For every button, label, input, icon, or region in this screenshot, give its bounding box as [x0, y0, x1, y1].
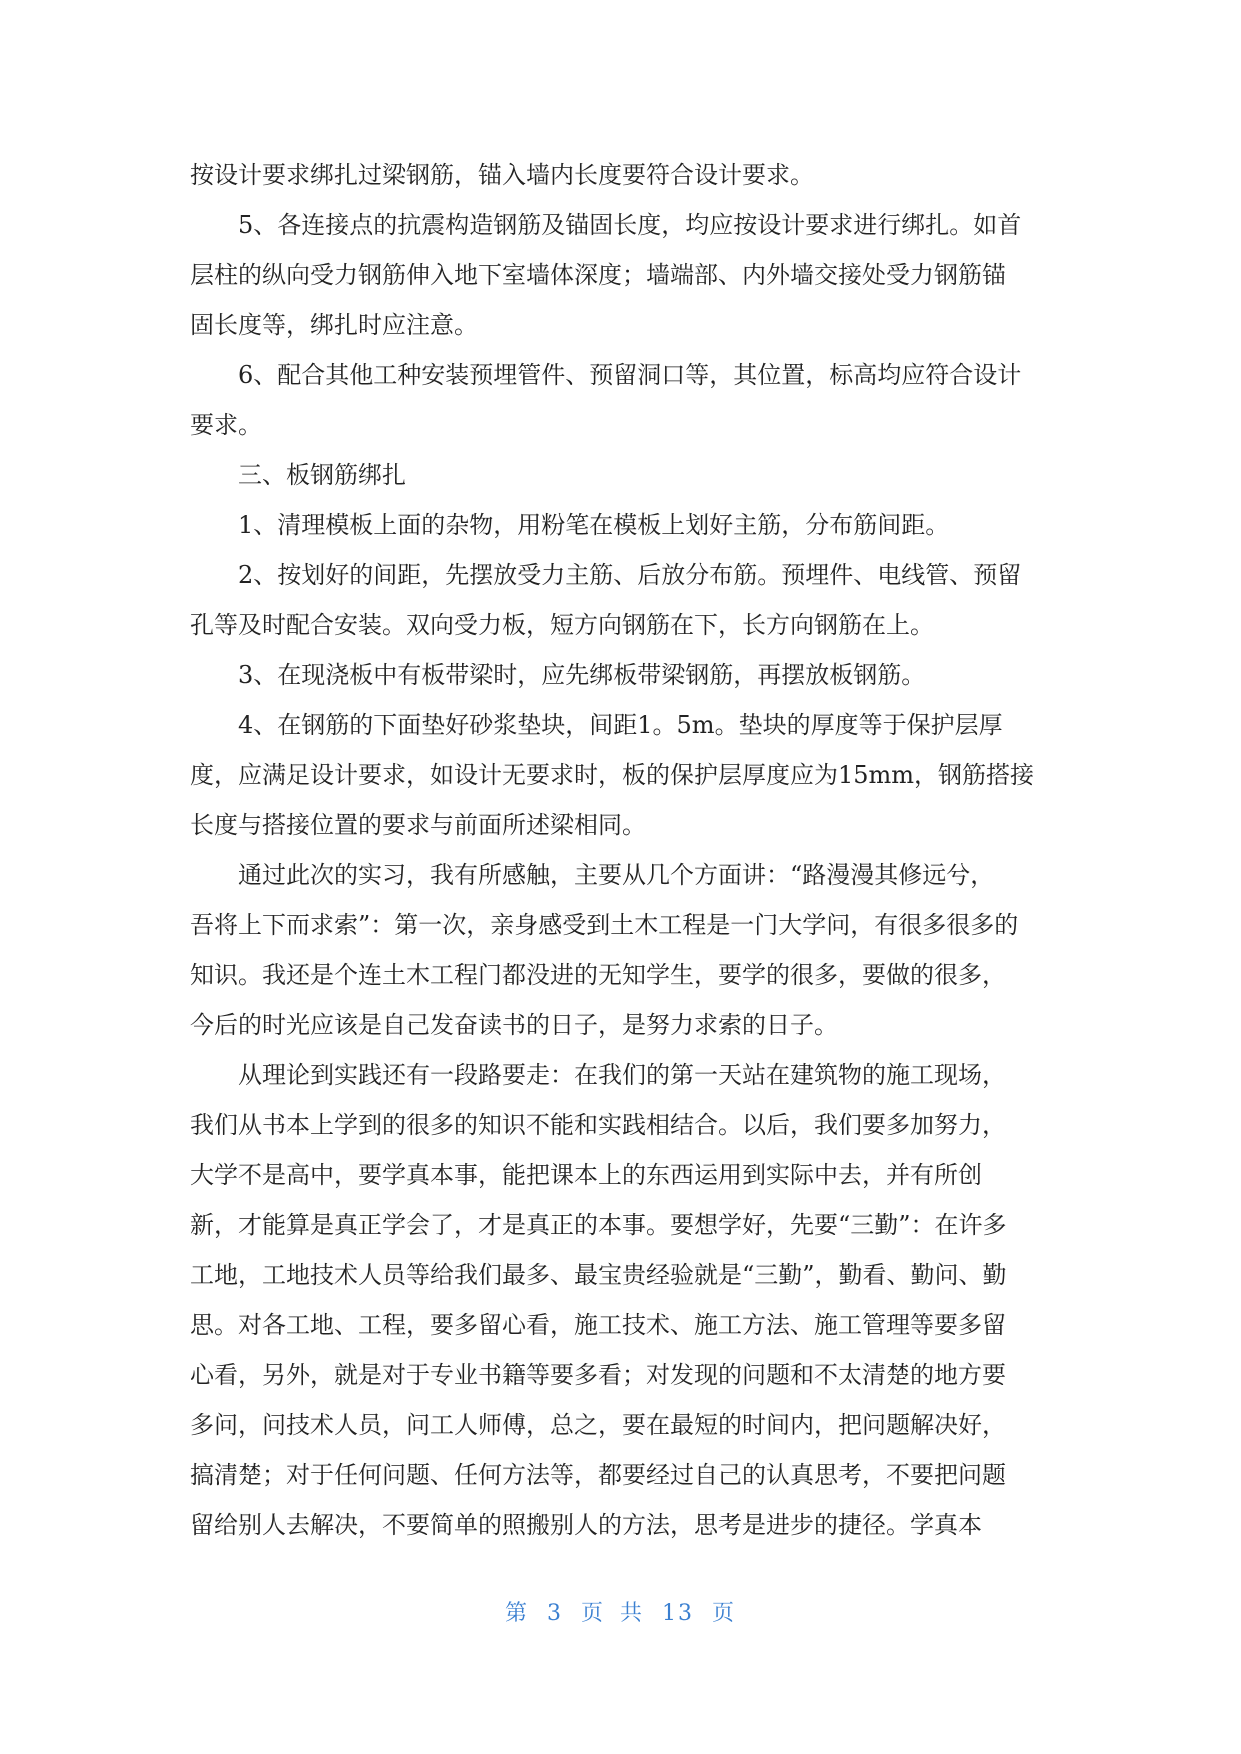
text-line: 固长度等，绑扎时应注意。: [190, 311, 478, 339]
text-line: 要求。: [190, 411, 262, 439]
paragraph: [190, 350, 1062, 450]
footer-total-pages: 13: [662, 1601, 694, 1626]
document-body: [190, 150, 1062, 1550]
text-line: 搞清楚；对于任何问题、任何方法等，都要经过自己的认真思考，不要把问题: [190, 1461, 1006, 1489]
text-line: 孔等及时配合安装。双向受力板，短方向钢筋在下，长方向钢筋在上。: [190, 611, 934, 639]
paragraph: [190, 450, 1062, 500]
text-line: 我们从书本上学到的很多的知识不能和实践相结合。以后，我们要多加努力，: [190, 1111, 1006, 1139]
footer-current-page: 3: [547, 1601, 563, 1626]
text-line: 三、板钢筋绑扎: [238, 461, 406, 489]
footer-middle: 页 共: [581, 1601, 644, 1626]
text-line: 知识。我还是个连土木工程门都没进的无知学生，要学的很多，要做的很多，: [190, 961, 1006, 989]
text-line: 从理论到实践还有一段路要走：在我们的第一天站在建筑物的施工现场，: [238, 1061, 1006, 1089]
text-line: 5、各连接点的抗震构造钢筋及锚固长度，均应按设计要求进行绑扎。如首: [238, 211, 1022, 239]
text-line: 2、按划好的间距，先摆放受力主筋、后放分布筋。预埋件、电线管、预留: [238, 561, 1022, 589]
text-line: 大学不是高中，要学真本事，能把课本上的东西运用到实际中去，并有所创: [190, 1161, 982, 1189]
text-line: 多问，问技术人员，问工人师傅，总之，要在最短的时间内，把问题解决好，: [190, 1411, 1006, 1439]
footer-prefix: 第: [504, 1601, 529, 1626]
text-line: 按设计要求绑扎过梁钢筋，锚入墙内长度要符合设计要求。: [190, 161, 814, 189]
paragraph: [190, 650, 1062, 700]
text-line: 6、配合其他工种安装预埋管件、预留洞口等，其位置，标高均应符合设计: [238, 361, 1022, 389]
paragraph: [190, 200, 1062, 350]
text-line: 今后的时光应该是自己发奋读书的日子，是努力求索的日子。: [190, 1011, 838, 1039]
text-line: 心看，另外，就是对于专业书籍等要多看；对发现的问题和不太清楚的地方要: [190, 1361, 1006, 1389]
text-line: 长度与搭接位置的要求与前面所述梁相同。: [190, 811, 646, 839]
text-line: 4、在钢筋的下面垫好砂浆垫块，间距1。5m。垫块的厚度等于保护层厚: [238, 711, 1003, 739]
text-line: 3、在现浇板中有板带梁时，应先绑板带梁钢筋，再摆放板钢筋。: [238, 661, 926, 689]
page-footer: [0, 1596, 1241, 1627]
paragraph: [190, 150, 1062, 200]
paragraph: [190, 550, 1062, 650]
text-line: 思。对各工地、工程，要多留心看，施工技术、施工方法、施工管理等要多留: [190, 1311, 1006, 1339]
text-line: 新，才能算是真正学会了，才是真正的本事。要想学好，先要“三勤”：在许多: [190, 1211, 1007, 1239]
text-line: 1、清理模板上面的杂物，用粉笔在模板上划好主筋，分布筋间距。: [238, 511, 950, 539]
text-line: 吾将上下而求索”：第一次，亲身感受到土木工程是一门大学问，有很多很多的: [190, 911, 1019, 939]
paragraph: [190, 500, 1062, 550]
footer-suffix: 页: [712, 1601, 737, 1626]
paragraph: [190, 1050, 1062, 1550]
text-line: 留给别人去解决，不要简单的照搬别人的方法，思考是进步的捷径。学真本: [190, 1511, 982, 1539]
text-line: 通过此次的实习，我有所感触，主要从几个方面讲：“路漫漫其修远兮，: [238, 861, 995, 889]
text-line: 工地，工地技术人员等给我们最多、最宝贵经验就是“三勤”，勤看、勤问、勤: [190, 1261, 1007, 1289]
paragraph: [190, 850, 1062, 1050]
paragraph: [190, 700, 1062, 850]
text-line: 层柱的纵向受力钢筋伸入地下室墙体深度；墙端部、内外墙交接处受力钢筋锚: [190, 261, 1006, 289]
text-line: 度，应满足设计要求，如设计无要求时，板的保护层厚度应为15mm，钢筋搭接: [190, 761, 1035, 789]
